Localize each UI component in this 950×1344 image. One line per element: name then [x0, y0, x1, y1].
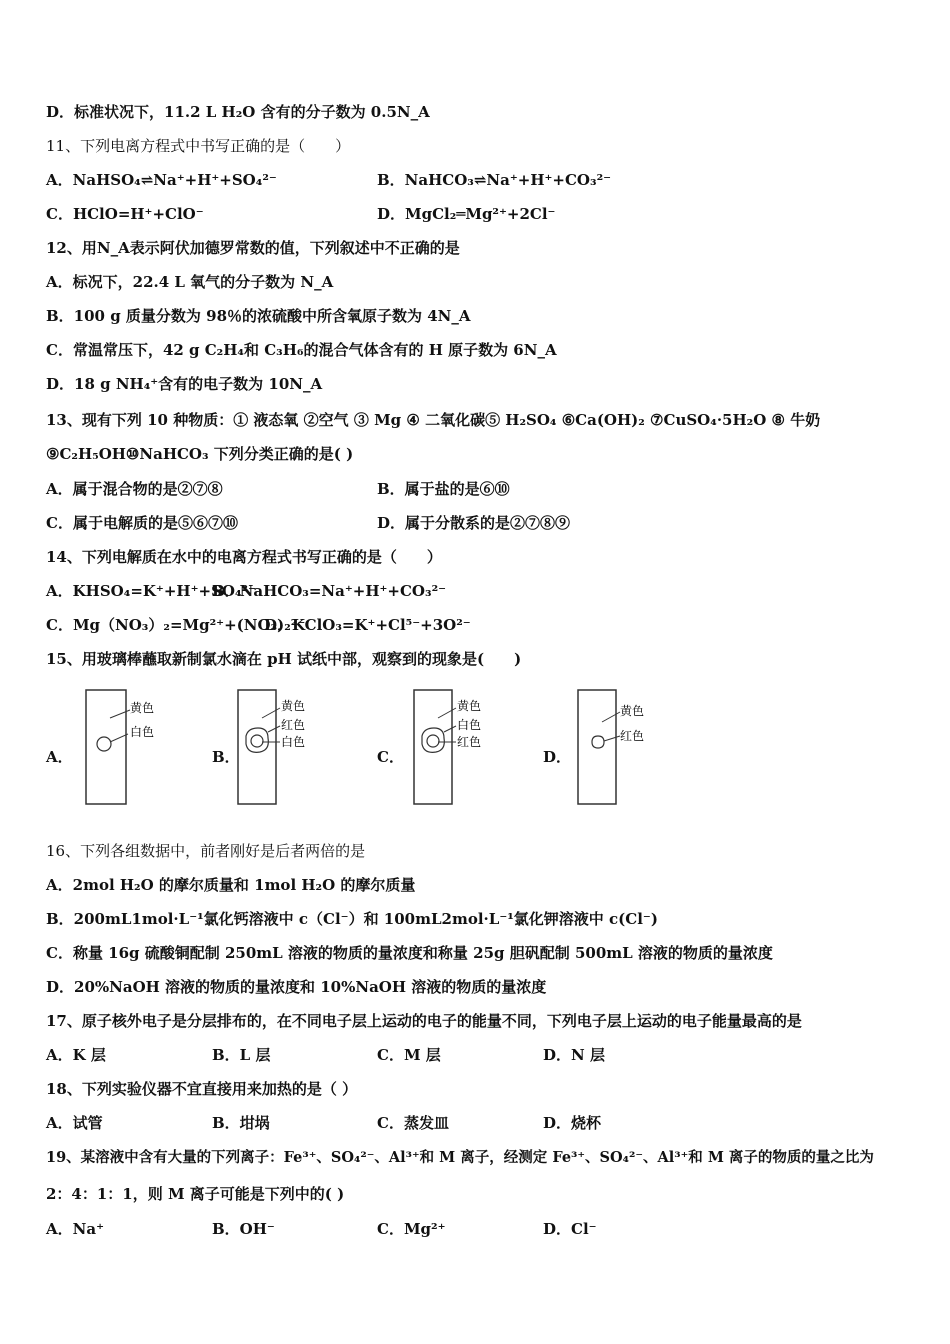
q15-option-a-letter: A． [46, 748, 73, 766]
q12-option-b: B．100 g 质量分数为 98％的浓硫酸中所含氧原子数为 4N_A [46, 307, 471, 325]
label-yellow: 黄色 [457, 699, 482, 713]
q19-option-c: C．Mg²⁺ [377, 1220, 446, 1238]
q17-stem: 17、原子核外电子是分层排布的，在不同电子层上运动的电子的能量不同，下列电子层上运动的电子能量最高的是 [46, 1012, 802, 1030]
q15-option-c-letter: C． [377, 748, 404, 766]
q13-option-d: D．属于分散系的是②⑦⑧⑨ [377, 514, 571, 532]
q14-option-d: D．KClO₃=K⁺+Cl⁵⁻+3O²⁻ [264, 616, 471, 634]
q11-stem: 11、下列电离方程式中书写正确的是（ ） [46, 137, 351, 155]
q12-option-c: C．常温常压下，42 g C₂H₄和 C₃H₆的混合气体含有的 H 原子数为 6N_A [46, 341, 557, 359]
q10-option-d: D．标准状况下，11.2 L H₂O 含有的分子数为 0.5N_A [46, 103, 430, 121]
q11-option-c: C．HClO=H⁺+ClO⁻ [46, 205, 204, 223]
q14-stem: 14、下列电解质在水中的电离方程式书写正确的是（ ） [46, 548, 442, 566]
q15-option-d-letter: D． [543, 748, 572, 766]
q16-option-a: A．2mol H₂O 的摩尔质量和 1mol H₂O 的摩尔质量 [46, 876, 416, 894]
label-red: 红色 [457, 735, 482, 749]
q18-option-c: C．蒸发皿 [377, 1114, 449, 1132]
label-yellow: 黄色 [130, 701, 155, 715]
q15-figure-b [232, 686, 322, 808]
q12-option-a: A．标况下，22.4 L 氧气的分子数为 N_A [46, 273, 334, 291]
q18-stem: 18、下列实验仪器不宜直接用来加热的是（ ） [46, 1080, 358, 1098]
q16-stem: 16、下列各组数据中，前者刚好是后者两倍的是 [46, 842, 366, 860]
q14-option-c: C．Mg（NO₃）₂=Mg²⁺+(NO₃)₂²⁻ [46, 616, 306, 634]
q12-option-d: D．18 g NH₄⁺含有的电子数为 10N_A [46, 375, 323, 393]
q19-option-d: D．Cl⁻ [543, 1220, 597, 1238]
q17-option-a: A．K 层 [46, 1046, 106, 1064]
q13-stem-line1: 13、现有下列 10 种物质：① 液态氧 ②空气 ③ Mg ④ 二氧化碳⑤ H₂SO₄ ⑥Ca(OH)₂ ⑦CuSO₄·5H₂O ⑧ 牛奶 [46, 411, 821, 429]
q19-option-b: B．OH⁻ [212, 1220, 275, 1238]
q14-option-b: B．NaHCO₃=Na⁺+H⁺+CO₃²⁻ [212, 582, 447, 600]
label-white: 白色 [130, 725, 155, 739]
q18-option-b: B．坩埚 [212, 1114, 270, 1132]
q11-option-d: D．MgCl₂═Mg²⁺+2Cl⁻ [377, 205, 556, 223]
label-yellow: 黄色 [620, 704, 645, 718]
q19-stem-line2: 2：4：1：1，则 M 离子可能是下列中的( ) [46, 1185, 345, 1203]
q15-figure-a [80, 686, 170, 808]
label-yellow: 黄色 [281, 699, 306, 713]
q13-option-a: A．属于混合物的是②⑦⑧ [46, 480, 223, 498]
label-red: 红色 [620, 729, 645, 743]
q16-option-d: D．20%NaOH 溶液的物质的量浓度和 10%NaOH 溶液的物质的量浓度 [46, 978, 547, 996]
label-white: 白色 [281, 735, 306, 749]
q13-stem-line2: ⑨C₂H₅OH⑩NaHCO₃ 下列分类正确的是( ) [46, 445, 354, 463]
q19-option-a: A．Na⁺ [46, 1220, 104, 1238]
q14-option-a: A．KHSO₄=K⁺+H⁺+SO₄²⁻ [46, 582, 257, 600]
q15-figure-c [408, 686, 498, 808]
q13-option-b: B．属于盐的是⑥⑩ [377, 480, 510, 498]
q18-option-d: D．烧杯 [543, 1114, 602, 1132]
q11-option-a: A．NaHSO₄⇌Na⁺+H⁺+SO₄²⁻ [46, 171, 277, 189]
label-red: 红色 [281, 718, 306, 732]
q18-option-a: A．试管 [46, 1114, 103, 1132]
q19-stem-line1: 19、某溶液中含有大量的下列离子：Fe³⁺、SO₄²⁻、Al³⁺和 M 离子，经测定 Fe³⁺、SO₄²⁻、Al³⁺和 M 离子的物质的量之比为 [46, 1149, 874, 1166]
label-white: 白色 [457, 718, 482, 732]
q15-option-b-letter: B． [212, 748, 240, 766]
q13-option-c: C．属于电解质的是⑤⑥⑦⑩ [46, 514, 238, 532]
q16-option-c: C．称量 16g 硫酸铜配制 250mL 溶液的物质的量浓度和称量 25g 胆矾配制 500mL 溶液的物质的量浓度 [46, 944, 773, 962]
q16-option-b: B．200mL1mol·L⁻¹氯化钙溶液中 c（Cl⁻）和 100mL2mol·L⁻¹氯化钾溶液中 c(Cl⁻) [46, 910, 658, 928]
q17-option-d: D．N 层 [543, 1046, 605, 1064]
q12-stem: 12、用N_A表示阿伏加德罗常数的值，下列叙述中不正确的是 [46, 239, 460, 257]
q17-option-b: B．L 层 [212, 1046, 271, 1064]
q15-stem: 15、用玻璃棒蘸取新制氯水滴在 pH 试纸中部，观察到的现象是( ) [46, 650, 522, 668]
q15-figure-d [572, 686, 662, 808]
q17-option-c: C．M 层 [377, 1046, 441, 1064]
q11-option-b: B．NaHCO₃⇌Na⁺+H⁺+CO₃²⁻ [377, 171, 612, 189]
